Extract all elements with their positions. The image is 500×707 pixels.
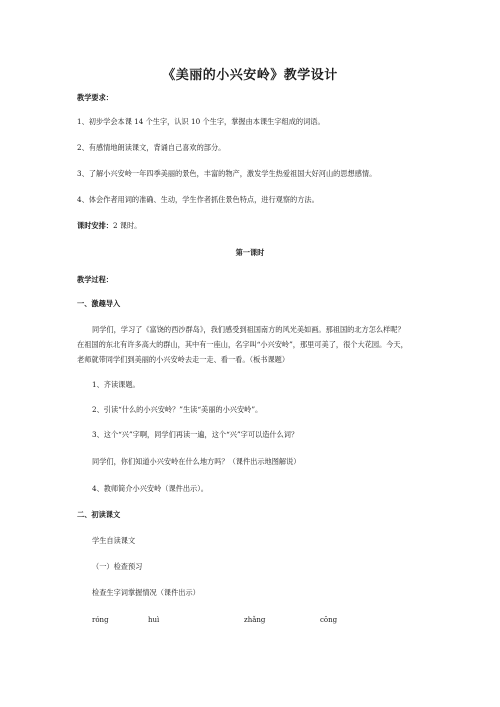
- step-item: 2、引读“什么的小兴安岭？”生读“美丽的小兴安岭”。: [92, 405, 263, 414]
- intro-paragraph-line: 同学们，学习了《富饶的西沙群岛》，我们感受到祖国南方的风光美如画。那祖国的北方怎么样呢？: [92, 325, 405, 334]
- requirement-item: 3、了解小兴安岭一年四季美丽的景色，丰富的物产，激发学生热爱祖国大好河山的思想感情。: [77, 169, 377, 178]
- pinyin-item: zhǎng: [244, 616, 266, 624]
- pinyin-item: cōng: [320, 616, 338, 624]
- step-item: 3、这个“兴”字啊，同学们再读一遍，这个“兴”字可以造什么词？: [92, 430, 299, 439]
- requirements-heading: 教学要求：: [77, 93, 113, 102]
- intro-paragraph-line: 在祖国的东北有许多高大的群山，其中有一座山，名字叫“小兴安岭”，那里可美了，很个大花园。今天，: [77, 340, 408, 349]
- section-heading-reading: 二、初读课文: [77, 510, 121, 519]
- reading-line: 学生自读课文: [92, 536, 136, 545]
- lesson-heading: 第一课时: [235, 248, 265, 257]
- pinyin-item: róng: [92, 616, 109, 624]
- document-title: 《美丽的小兴安岭》教学设计: [162, 68, 338, 83]
- step-item: 4、教师简介小兴安岭（课件出示）。: [92, 484, 208, 493]
- step-item: 同学们，你们知道小兴安岭在什么地方吗？（课件出示地图解说）: [92, 457, 301, 466]
- requirement-item: 1、初步学会本课 14 个生字，认识 10 个生字，掌握由本课生字组成的词语。: [77, 117, 325, 126]
- reading-line: 检查生字词掌握情况（课件出示）: [92, 588, 200, 597]
- pinyin-item: huì: [148, 616, 160, 624]
- schedule-line: [77, 221, 437, 231]
- intro-paragraph-line: 老师就带同学们到美丽的小兴安岭去走一走、看一看。（板书课题）: [77, 355, 290, 364]
- schedule-label: 课时安排：: [77, 221, 113, 230]
- process-heading: 教学过程：: [77, 275, 113, 284]
- requirement-item: 4、体会作者用词的准确、生动，学生作者抓住景色特点，进行观察的方法。: [77, 195, 319, 204]
- reading-line: （一）检查预习: [92, 562, 143, 571]
- step-item: 1、齐读课题。: [92, 380, 140, 389]
- schedule-value: 2 课时。: [112, 221, 142, 230]
- requirement-item: 2、有感情地朗读课文，背诵自己喜欢的部分。: [77, 143, 226, 152]
- section-heading-intro: 一、激趣导入: [77, 299, 121, 308]
